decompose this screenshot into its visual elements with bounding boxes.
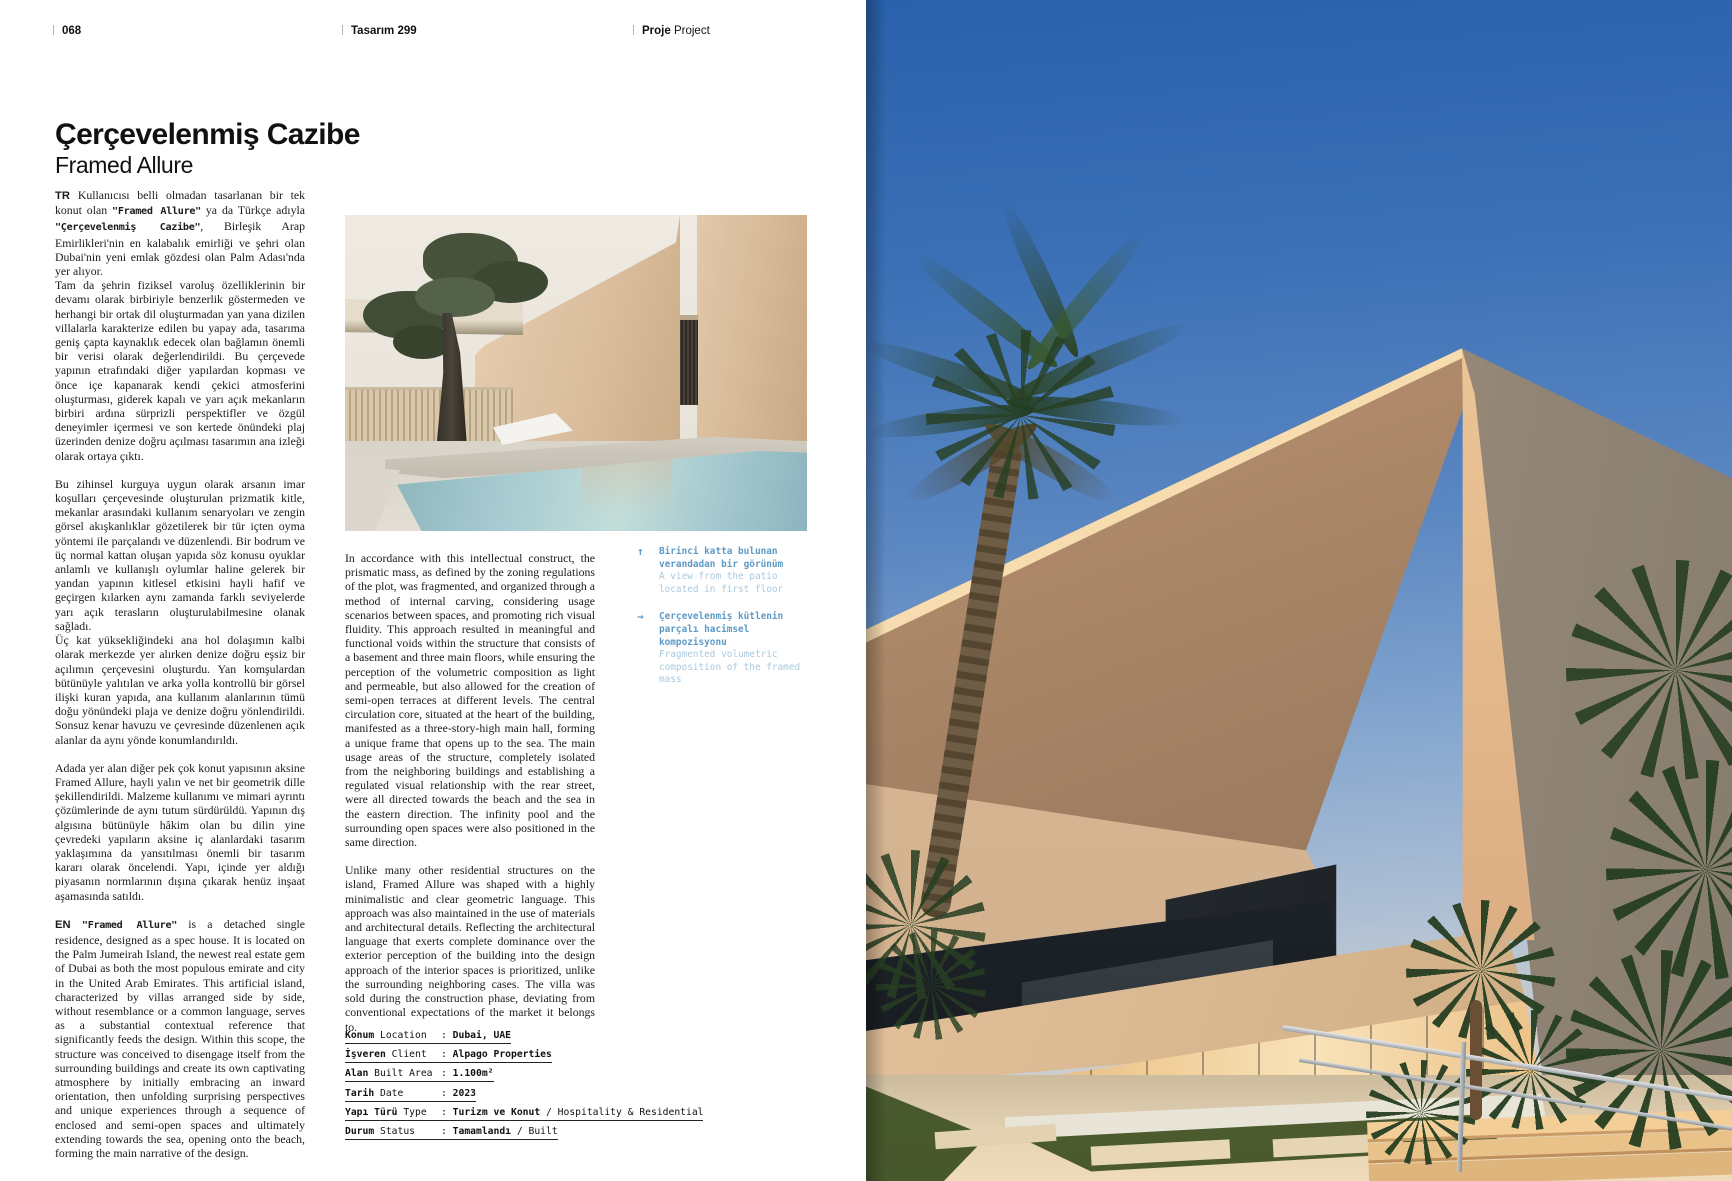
paragraph: In accordance with this intellectual construct, the prismatic mass, as defined by the zoning regulations of the plot, was fragmented, and organized through a method of internal carving, considering usage scenarios between spaces, and promoting rich visual fluidity. This approach resulted in meaningful and functional voids within the structure that consists of a basement and three main floors, while ensuring the perception of the volumetric composition as light and permeable, but also allowed for the creation of semi-open terraces at different levels. The central circulation core, situated at the heart of the building, manifested as a three-story-high main hall, forming a unique frame that opens up to the sea. The main usage areas of the structure, completely isolated from the neighboring buildings and establishing a regulated visual relationship with the rear street, were all directed towards the beach and the sea in the eastern direction. The infinity pool and the surrounding open spaces were also positioned in the same direction. (345, 551, 595, 850)
article-column-tr (55, 188, 305, 1160)
caption (637, 611, 817, 687)
header-divider (53, 25, 54, 35)
info-row: Alan Built Area : 1.100m² (345, 1068, 494, 1082)
building-exterior-photo (866, 0, 1732, 1181)
caption-text-tr: Çerçevelenmiş kütlenin parçalı hacimsel kompozisyonu (659, 611, 784, 648)
wall-gap-louvers (679, 315, 698, 405)
paragraph: Üç kat yüksekliğindeki ana hol dolaşımın kalbi olarak merkezde yer alırken denize doğru eşsiz bir açılımın çerçevesini oluşturdu. Yan komşulardan bütünüyle yalıtılan ve arka yolla kontrollü bir görsel ilişki kuran yapıda, ana kullanım alanlarının tümü doğu yönündeki plaja ve denize doğru yönlendirildi. Sonsuz kenar havuzu ve çevresinde düzenlenen açık alanlar da aynı yönde konumlandırıldı. (55, 633, 305, 747)
courtyard-pool-photo (345, 215, 807, 531)
gutter-shadow (866, 0, 886, 1181)
info-row: Durum Status : Tamamlandı / Built (345, 1126, 558, 1140)
article-column-en (345, 551, 595, 1034)
info-row: İşveren Client : Alpago Properties (345, 1049, 552, 1063)
header-divider (342, 25, 343, 35)
page-subtitle: Framed Allure (55, 152, 193, 178)
info-row: Konum Location : Dubai, UAE (345, 1030, 511, 1044)
caption-text-en: A view from the patio located in first floor (659, 571, 784, 595)
caption-text-tr: Birinci katta bulunan verandadan bir görünüm (659, 546, 784, 570)
section-label: Proje Project (633, 25, 710, 37)
header-divider (633, 25, 634, 35)
info-row: Yapı Türü Type : Turizm ve Konut / Hospitality & Residential (345, 1107, 703, 1121)
paragraph: Adada yer alan diğer pek çok konut yapısının aksine Framed Allure, hayli yalın ve net bir geometrik dille şekillendirildi. Malzeme kullanımı ve mimari ayrıntı çözümlerinde de aynı tutum sürdürüldü. Yapının dış algısına bütünüyle hâkim olan bu dilin yine çevredeki yapıların aksine iç alanlardaki tasarım yaklaşımına da yansıtılması önemli bir tasarım kararı olarak öncelendi. Yapı, içinde yer aldığı piyasanın normlarının dışına çıkarak henüz inşaat aşamasında satıldı. (55, 760, 305, 903)
palm-trunk (919, 441, 1024, 920)
arrow-up-icon: ↑ (637, 545, 644, 558)
paragraph: Bu zihinsel kurguya uygun olarak arsanın imar koşulları çerçevesinde oluşturulan prizmatik kitle, mekanlar arasındaki kullanım senaryoları ve zengin görsel akışkanlıklar gözetilerek bir tür içten oyma yöntemi ile parçalandı ve düzenlendi. Bir bodrum ve üç normal kattan oluşan yapıda söz konusu oyuklar anlamlı ve kullanışlı oylumlar haline gelerek bir yandan yapının kitlesel etkisini hayli hafif ve geçirgen kılarken aynı zamanda farklı seviyelerde yarı açık terasların oluşturulabilmesine olanak sağladı. (55, 476, 305, 633)
info-row: Tarih Date : 2023 (345, 1088, 476, 1102)
caption-text-en: Fragmented volumetric composition of the framed mass (659, 649, 801, 686)
fan-palm (876, 930, 986, 1040)
page-number: 068 (53, 25, 81, 37)
palm-crown (926, 330, 1116, 500)
paragraph: EN "Framed Allure" is a detached single residence, designed as a spec house. It is located on the Palm Jumeirah Island, the newest real estate gem of Dubai as both the most populous emirate and city in the United Arab Emirates. This artificial island, characterized by villas arranged side by side, without resemblance or a common language, serves as a substantial contextual reference that significantly feeds the design. Within this scope, the structure was conceived to disengage itself from the surrounding buildings and create its own captivating atmosphere by initially embracing an inward orientation, then unfolding surprising perspectives and unique experiences through a sequence of enclosed and semi-open spaces and ultimately extending towards the sea, opening onto the beach, forming the main narrative of the design. (55, 916, 305, 1160)
paragraph: Tam da şehrin fiziksel varoluş özelliklerinin bir devamı olarak birbiriyle benzerlik göstermeden ve herhangi bir ortak dil oluşturmadan yan yana dizilen villalarla karakterize edilen bu yapay ada, tasarıma geniş çapta kaynaklık edecek olan bağlamın önemli bir verisi olarak değerlendirildi. Bu çerçevede yapının etrafındaki diğer yapılardan kopması ve önce içe kapanarak kendi çekici atmosferini oluşturması, giderek kapalı ve yarı açık mekanların birbiri ardına sürprizli perspektifler ve özgül deneyimler içermesi ve son kertede önündeki plaj üzerinden denize doğru açılması tasarımın ana izleği olarak ortaya çıktı. (55, 278, 305, 463)
project-info-table (345, 1030, 725, 1145)
travertine-wall-right (697, 215, 807, 465)
page-title: Çerçevelenmiş Cazibe (55, 118, 360, 151)
paragraph: TR Kullanıcısı belli olmadan tasarlanan bir tek konut olan "Framed Allure" ya da Türkçe adıyla "Çerçevelenmiş Cazibe", Birleşik Arap Emirlikleri'nin en kalabalık emirliği ve şehri olan Dubai'nin yeni emlak gözdesi olan Palm Adası'nda yer alıyor. (55, 188, 306, 279)
paragraph: Unlike many other residential structures on the island, Framed Allure was shaped with a highly minimalistic and clear geometric language. This approach was also maintained in the use of materials and architectural details. Reflecting the architectural language that exerts complete dominance over the exterior perception of the building into the design approach of the interior spaces is prioritized, unlike the surrounding neighboring cases. The villa was sold during the construction phase, deviating from conventional expectations of the market it belongs to. (345, 863, 595, 1034)
photo-captions (637, 546, 817, 702)
arrow-right-icon: → (637, 610, 644, 624)
magazine-title: Tasarım 299 (342, 25, 417, 37)
caption (637, 546, 817, 596)
